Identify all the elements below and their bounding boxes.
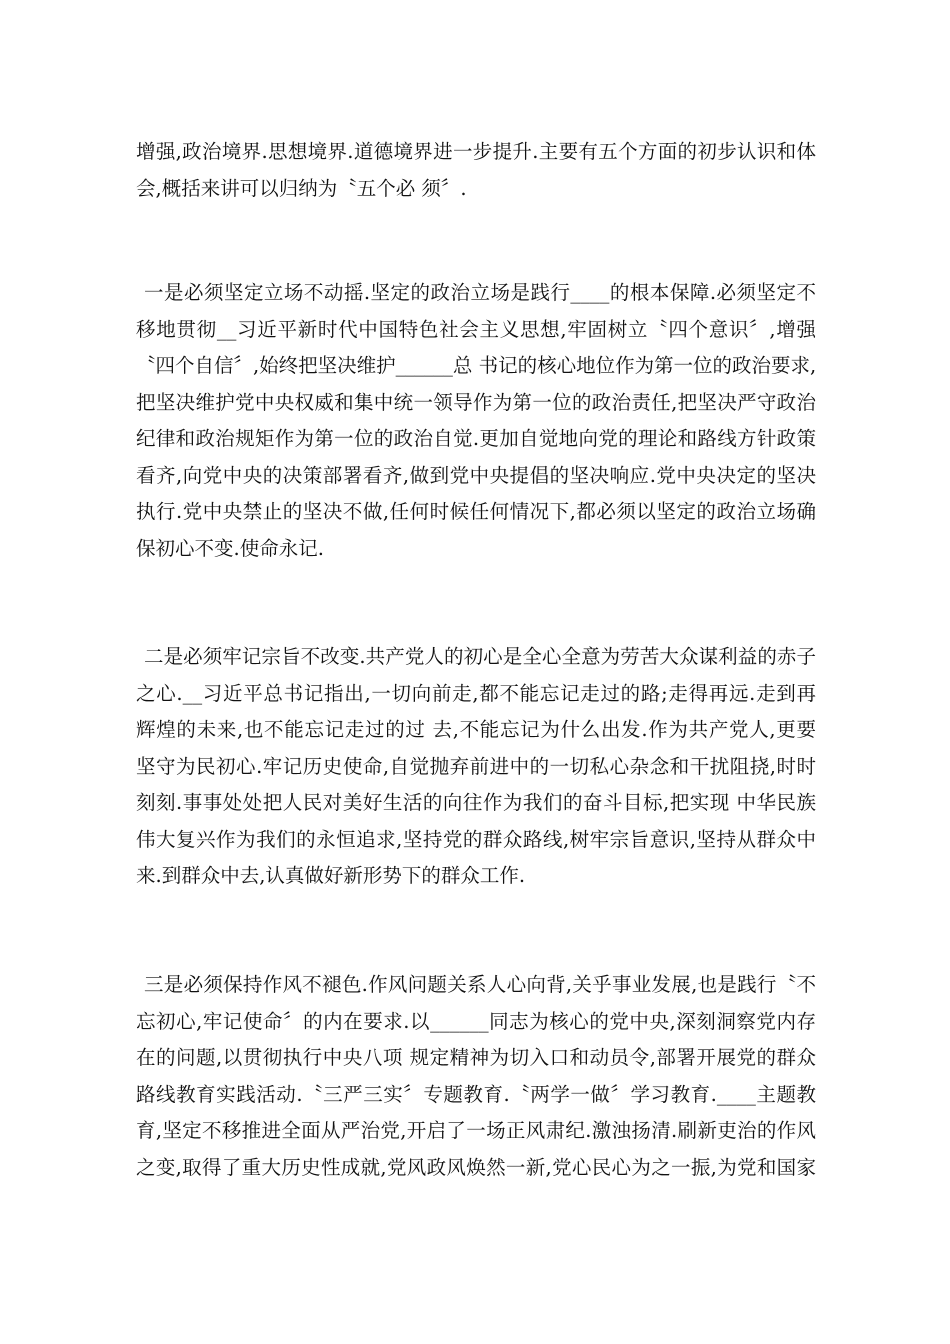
- paragraph-keep-purpose: [136, 639, 816, 895]
- paragraph-firm-stance: [136, 275, 816, 567]
- text-line: 看齐,向党中央的决策部署看齐,做到党中央提倡的坚决响应.党中央决定的坚决: [136, 463, 816, 487]
- text-line: 移地贯彻__习近平新时代中国特色社会主义思想,牢固树立〝四个意识〞,增强: [136, 317, 816, 341]
- text-line: 育,坚定不移推进全面从严治党,开启了一场正风肃纪.激浊扬清.刷新吏治的作风: [136, 1119, 816, 1142]
- text-line: 三是必须保持作风不褪色.作风问题关系人心向背,关乎事业发展,也是践行〝不: [144, 973, 816, 996]
- text-line: 在的问题,以贯彻执行中央八项 规定精神为切入口和动员令,部署开展党的群众: [136, 1046, 816, 1069]
- text-line: 之心.__习近平总书记指出,一切向前走,都不能忘记走过的路;走得再远.走到再: [136, 681, 816, 705]
- paragraph-work-style: [136, 967, 816, 1186]
- text-line: 之变,取得了重大历史性成就,党风政风焕然一新,党心民心为之一振,为党和国家: [136, 1155, 816, 1179]
- text-line: 把坚决维护党中央权威和集中统一领导作为第一位的政治责任,把坚决严守政治: [136, 390, 816, 414]
- text-line: 保初心不变.使命永记.: [136, 536, 324, 560]
- text-line: 刻刻.事事处处把人民对美好生活的向往作为我们的奋斗目标,把实现 中华民族: [136, 791, 816, 814]
- text-line: 忘初心,牢记使命〞的内在要求.以______同志为核心的党中央,深刻洞察党内存: [136, 1009, 816, 1033]
- text-line: 坚守为民初心.牢记历史使命,自觉抛弃前进中的一切私心杂念和干扰阻挠,时时: [136, 754, 816, 778]
- text-line: 纪律和政治规矩作为第一位的政治自觉.更加自觉地向党的理论和路线方针政策: [136, 427, 816, 450]
- text-line: 一是必须坚定立场不动摇.坚定的政治立场是践行____的根本保障.必须坚定不: [144, 281, 816, 304]
- text-line: 增强,政治境界.思想境界.道德境界进一步提升.主要有五个方面的初步认识和体: [136, 140, 816, 163]
- text-line: 〝四个自信〞,始终把坚决维护______总 书记的核心地位作为第一位的政治要求,: [136, 354, 816, 377]
- text-line: 伟大复兴作为我们的永恒追求,坚持党的群众路线,树牢宗旨意识,坚持从群众中: [136, 827, 816, 851]
- text-line: 路线教育实践活动.〝三严三实〞专题教育.〝两学一做〞学习教育.____主题教: [136, 1082, 816, 1106]
- text-line: 辉煌的未来,也不能忘记走过的过 去,不能忘记为什么出发.作为共产党人,更要: [136, 718, 816, 741]
- text-line: 会,概括来讲可以归纳为〝五个必 须〞.: [136, 176, 467, 200]
- text-line: 执行.党中央禁止的坚决不做,任何时候任何情况下,都必须以坚定的政治立场确: [136, 500, 816, 523]
- text-line: 二是必须牢记宗旨不改变.共产党人的初心是全心全意为劳苦大众谋利益的赤子: [144, 645, 816, 668]
- text-line: 来.到群众中去,认真做好新形势下的群众工作.: [136, 864, 526, 887]
- paragraph-intro: [136, 134, 816, 207]
